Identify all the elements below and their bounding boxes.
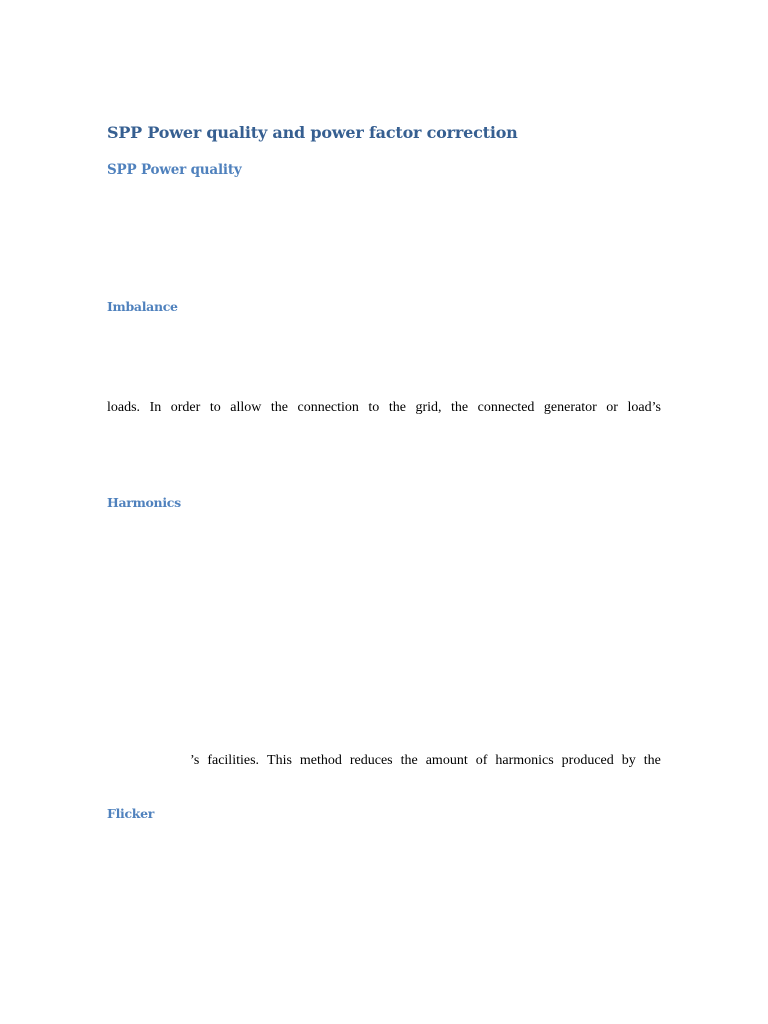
word: the xyxy=(643,753,661,768)
word: or xyxy=(606,400,618,415)
word: reduces xyxy=(349,753,393,768)
word: to xyxy=(368,400,380,415)
word: by xyxy=(621,753,636,768)
word: ’s xyxy=(190,753,200,768)
word: generator xyxy=(543,400,597,415)
document-title: SPP Power quality and power factor correction xyxy=(107,123,518,142)
word: This xyxy=(267,753,292,768)
subsection-heading-flicker: Flicker xyxy=(107,806,155,821)
word: the xyxy=(388,400,406,415)
word: amount xyxy=(425,753,468,768)
word: produced xyxy=(561,753,614,768)
word: allow xyxy=(230,400,262,415)
word: the xyxy=(400,753,418,768)
imbalance-text-line xyxy=(107,400,661,416)
subsection-heading-harmonics: Harmonics xyxy=(107,495,181,510)
word: order xyxy=(170,400,201,415)
word: load’s xyxy=(627,400,661,415)
subsection-heading-imbalance: Imbalance xyxy=(107,299,178,314)
word: connected xyxy=(477,400,535,415)
word: harmonics xyxy=(495,753,554,768)
word: the xyxy=(270,400,288,415)
word: the xyxy=(451,400,469,415)
word: facilities. xyxy=(207,753,260,768)
word: loads. xyxy=(107,400,141,415)
word: of xyxy=(475,753,488,768)
harmonics-text-line xyxy=(190,753,661,769)
word: to xyxy=(209,400,221,415)
word: connection xyxy=(297,400,359,415)
word: grid, xyxy=(415,400,442,415)
section-heading-power-quality: SPP Power quality xyxy=(107,162,242,178)
word: In xyxy=(149,400,162,415)
word: method xyxy=(299,753,342,768)
